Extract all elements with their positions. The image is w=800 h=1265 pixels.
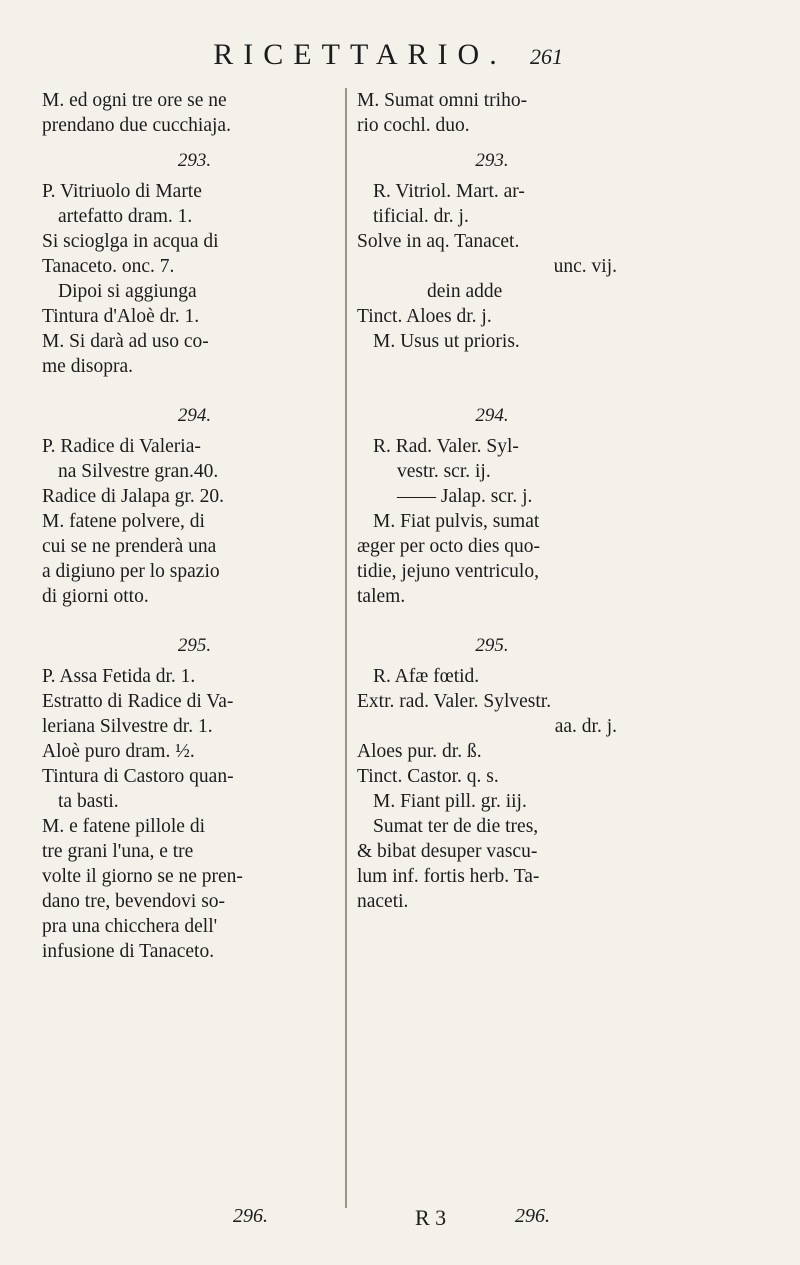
recipe-line: naceti. <box>357 891 409 912</box>
intro-line: prendano due cucchiaja. <box>42 115 231 136</box>
recipe-line: di giorni otto. <box>42 586 149 607</box>
running-head: RICETTARIO. <box>213 38 507 71</box>
intro-line: rio cochl. duo. <box>357 115 470 136</box>
intro-line: M. ed ogni tre ore se ne <box>42 90 227 111</box>
recipe-line: M. Si darà ad uso co- <box>42 331 209 352</box>
recipe-line: R. Vitriol. Mart. ar- <box>373 181 525 202</box>
recipe-line: leriana Silvestre dr. 1. <box>42 716 213 737</box>
intro-line: M. Sumat omni triho- <box>357 90 528 111</box>
recipe-line: dano tre, bevendovi so- <box>42 891 226 912</box>
right-catchword: 296. <box>515 1205 550 1227</box>
page-number: 261 <box>530 44 563 69</box>
recipe-line: Aloè puro dram. ½. <box>42 741 195 762</box>
recipe-number: 293. <box>177 150 212 171</box>
recipe-line: vestr. scr. ij. <box>397 461 491 482</box>
recipe-line: infusione di Tanaceto. <box>42 941 215 962</box>
recipe-line: Tinct. Aloes dr. j. <box>357 306 492 327</box>
recipe-line: M. Fiat pulvis, sumat <box>373 511 540 532</box>
recipe-line: æger per octo dies quo- <box>357 536 541 557</box>
recipe-line: tificial. dr. j. <box>373 206 469 227</box>
recipe-line: Sumat ter de die tres, <box>373 816 539 837</box>
latin-column <box>357 88 627 914</box>
recipe-line: na Silvestre gran.40. <box>58 461 219 482</box>
recipe-line: Tinct. Castor. q. s. <box>357 766 499 787</box>
recipe-line: volte il giorno se ne pren- <box>42 866 243 887</box>
italian-column <box>42 88 347 964</box>
recipe-line: artefatto dram. 1. <box>58 206 193 227</box>
recipe-line: M. fatene polvere, di <box>42 511 205 532</box>
recipe-line: a digiuno per lo spazio <box>42 561 220 582</box>
recipe-line: tre grani l'una, e tre <box>42 841 194 862</box>
recipe-line: M. e fatene pillole di <box>42 816 205 837</box>
recipe-number: 295. <box>475 635 509 656</box>
recipe-line: R. Rad. Valer. Syl- <box>373 436 519 457</box>
recipe-line: P. Radice di Valeria- <box>42 436 201 457</box>
signature-mark: R 3 <box>415 1205 447 1230</box>
recipe-line: tidie, jejuno ventriculo, <box>357 561 539 582</box>
recipe-line: lum inf. fortis herb. Ta- <box>357 866 540 887</box>
recipe-number: 294. <box>475 405 509 426</box>
recipe-line: Estratto di Radice di Va- <box>42 691 234 712</box>
recipe-line: cui se ne prenderà una <box>42 536 217 557</box>
recipe-number: 293. <box>475 150 509 171</box>
recipe-line: R. Afæ fœtid. <box>373 666 480 687</box>
recipe-line: Aloes pur. dr. ß. <box>357 741 482 762</box>
recipe-line: P. Assa Fetida dr. 1. <box>42 666 196 687</box>
recipe-line: unc. vij. <box>553 256 617 277</box>
recipe-line: M. Fiant pill. gr. iij. <box>373 791 527 812</box>
recipe-line: M. Usus ut prioris. <box>373 331 520 352</box>
recipe-line: Tanaceto. onc. 7. <box>42 256 175 277</box>
page-header <box>0 38 800 78</box>
recipe-number: 294. <box>177 405 212 426</box>
recipe-line: dein adde <box>427 281 503 302</box>
recipe-line: Tintura d'Aloè dr. 1. <box>42 306 200 327</box>
page-footer <box>0 1205 800 1235</box>
recipe-line: Radice di Jalapa gr. 20. <box>42 486 224 507</box>
recipe-line: me disopra. <box>42 356 133 377</box>
recipe-line: P. Vitriuolo di Marte <box>42 181 202 202</box>
recipe-line: Solve in aq. Tanacet. <box>357 231 520 252</box>
recipe-line: talem. <box>357 586 406 607</box>
recipe-line: aa. dr. j. <box>554 716 617 737</box>
recipe-line: pra una chicchera dell' <box>42 916 218 937</box>
recipe-line: Tintura di Castoro quan- <box>42 766 234 787</box>
recipe-line: —— Jalap. scr. j. <box>397 486 533 507</box>
recipe-line: Extr. rad. Valer. Sylvestr. <box>357 691 552 712</box>
recipe-line: ta basti. <box>58 791 119 812</box>
recipe-line: & bibat desuper vascu- <box>357 841 538 862</box>
recipe-line: Dipoi si aggiunga <box>58 281 197 302</box>
left-catchword: 296. <box>233 1205 268 1227</box>
recipe-number: 295. <box>177 635 212 656</box>
recipe-line: Si scioglga in acqua di <box>42 231 219 252</box>
